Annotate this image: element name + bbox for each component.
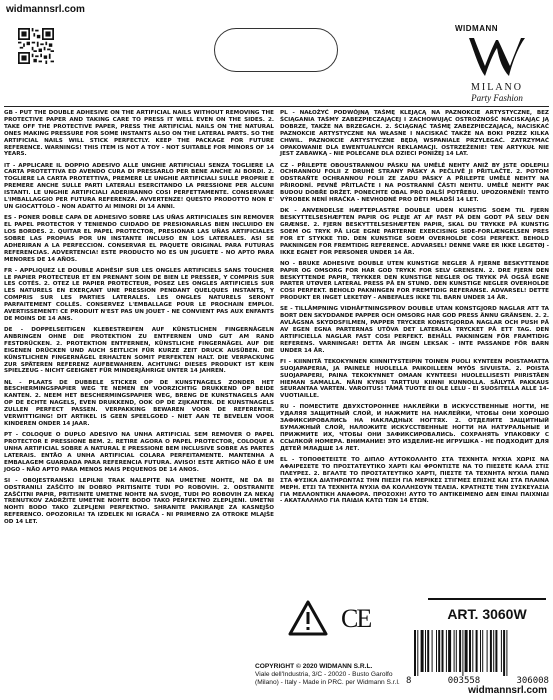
barcode-digits-right: 306008 [516, 676, 549, 686]
widmann-logo [455, 24, 539, 103]
instruction-it: IT - APPLICARE IL DOPPIO ADESIVO ALLE UNGHIE ARTIFICIALI SENZA TOGLIERE LA CARTA PROTETTIVA ED AVENDO CURA DI PRESSARLO PER BENE ANCHE AI BORDI. 2. TOGLIERE LA CARTA PROTETTIVA, PREMERE LE UNGHIE ARTIFICIALI SULLE PROPRIE E PREMERE ANCHE SULLE PARTI LATERALI ESERCITANDO LA PRESSIONE PER ALCUNI ISTANTI. LE UNGHIE ARTIFICIALI ADERIRANNO COSI PERFETTAMENTE. CONSERVARE L'IMBALLAGGIO PER FUTURA REFERENZA. AVVERTENZE! QUESTO PRODOTTO NON E' UN GIOCATTOLO - NON ADATTO AI MINORI DI 14 ANNI. [4, 162, 274, 210]
copyright-block [255, 663, 400, 687]
instruction-pt: PT - COLOQUE O DUPLO ADESIVO NA UNHA ARTIFICIAL SEM REMOVER O PAPEL PROTECTOR E PRESSIONE BEM. 2. RETIRE AGORA O PAPEL PROTECTOR, COLOQUE A UNHA ARTIFICIAL SOBRE A NATURAL E PRESSIONE BEM INCLUSIVE SOBRE AS PARTES LATERAIS. ENTÃO A UNHA ARTIFICIAL COLARA PERFEITAMENTE. MANTENHA A EMBALAGEM GUARDADA PARA REFERENCIA FUTURA. AVISO! ESTE ARTIGO NÃO É UM JOGO - NÃO APTO PARA MENOS MAIS PEQUENOS DE 14 ANOS. [4, 432, 274, 473]
copyright-line-3: (Milano) - Italy - Made in PRC. per Widmann S.r.l. [255, 679, 400, 686]
article-number-box [428, 598, 546, 628]
barcode-digit-first: 8 [406, 676, 412, 686]
instruction-se: SE - TILLÄMPNING VIDHÄFTNINGSPROV DOUBLE UTAN KONSTGJORD NAGLAR ATT TA BORT DEN SKYDDANDE PAPPER OCH OMSORG HAR GOD PRESS ÄNNU GRÄNSEN. 2. 2. AVLÄGSNA SKYDDSFILMEN, PAPPER TRYCKER KONSTGJORDA NAGLAR OCH PUSH PÅ AV EGEN EGNA PARTERNAS UTÖVA DET LATERALA TRYCKET PÅ ETT TAG. DEN ARTIFICIELLA NAGLAR FAST COSI PERFEKT. BEHÅLL PAKNINGEN FÖR FRAMTIDIG REFERENS. VARNINGAR! DETTA ÄR INGEN LEKSAK - INTE PASSANDE FÖR BARN UNDER 14 ÅR. [280, 306, 549, 354]
barcode-icon [406, 630, 549, 676]
divider-line [4, 106, 549, 107]
instruction-ru: RU - ПОМЕСТИТЕ ДВУХСТОРОННЕЕ НАКЛЕЙКИ В ИСКУССТВЕННЫЕ НОГТИ, НЕ УДАЛЯЯ ЗАЩИТНЫЙ СЛОЙ, И НАЖМИТЕ НА НАКЛЕЙКИ, ЧТОБЫ ОНИ ХОРОШО ЗАФИКСИРОВАЛИСЬ НА НАКЛАДНЫХ НОГТЯХ. 2. ОТДЕЛИТЕ ЗАЩИТНЫЙ БУМАЖНЫЙ СЛОЙ, НАЛОЖИТЕ ИСКУССТВЕННЫЕ НОГТИ НА НАТУРАЛЬНЫЕ И ПРИЖМИТЕ ИХ, ЧТОБЫ ОНИ ЗАФИКСИРОВАЛИСЬ. СОХРАНЯТЬ УПАКОВКУ С ССЫЛКОЙ НОМЕРА. ВНИМАНИЕ! ЭТО ИЗДЕЛИЕ-НЕ ИГРУШКА - НЕ ПОДХОДИТ ДЛЯ ДЕТЕЙ МЛАДШЕ 14 ЛЕТ. [280, 404, 549, 452]
instruction-pl: PL - NAŁOŻYĆ PODWÓJNĄ TAŚMĘ KLEJĄCĄ NA PAZNOKCIE ARTYSTYCZNE, BEZ ŚCIĄGANIA TAŚMY ZABEZPIECZAJĄCEJ I ZACHOWUJĄC OSTROŻNOŚĆ NACISKAJĄC JĄ DOBRZE, TAKŻE NA BRZEGACH. 2. ŚCIĄGNĄĆ TAŚMĘ ZABEZPIECZAJĄCĄ, NACISKAĆ PAZNOKCIE ARTYSTYCZNE NA WŁASNE I NACISKAĆ TAKŻE NA BOKI PRZEZ KILKA CHWIL. PAZNOKCIE ARTYSTYCZNE BĘDĄ WSPANIALE PRZYLEGAĆ. ZATRZYMAĆ OPAKOWANIE DLA EWENTUALNYCH REKLAMACJI. OSTRZEŻENIE! TEN ARTYKUŁ NIE JEST ZABAWKĄ - NIE POLECANE DLA DZIECI PONIŻEJ 14 LAT. [280, 110, 549, 158]
article-number: ART. 3060W [447, 606, 527, 622]
instruction-gb: GB - PUT THE DOUBLE ADHESIVE ON THE ARTIFICIAL NAILS WITHOUT REMOVING THE PROTECTIVE PAPER AND TAKING CARE TO PRESS IT WELL EVEN ON THE SIDES. 2. TAKE OFF THE PROTECTIVE PAPER, PRESS THE ARTIFICIAL NAILS ON THE NATURAL ONES MAKING PRESSURE FOR SOME INSTANTS ALSO ON THE LATERAL PARTS. SO THE ARTIFICIAL NAILS WILL STICK PERFECTLY. KEEP THE PACKAGE FOR FUTURE REFERENCE. WARNINGS! THIS ITEM IS NOT A TOY - NOT SUITABLE FOR MINORS OF 14 YEARS. [4, 110, 274, 158]
instruction-es: ES - PONER DOBLE CAPA DE ADHESIVO SOBRE LAS UÑAS ARTIFICIALES SIN REMOVER EL PAPEL PROTECTOR Y TENIENDO CUIDADO DE PRESIONARLAS BIEN INCLUIDO EN LOS BORDES. 2. QUITAR EL PAPEL PROTECTOR, PRESIONAR LAS UÑAS ARTIFICIALES SOBRE LAS PROPIAS POR UN INSTANTE INCLUSO EN LOS LATERALES. ASI SE ADHERIRAN A LA PERFECCION. CONSERVAR EL PAQUETE ORIGINAL PARA FUTURAS REFERENCIAS. ADVERTENCIA! ESTE PRODUCTO NO ES UN JUGUETE - NO APTO PARA MENORES DE 14 AÑOS. [4, 215, 274, 263]
ce-mark: CE [341, 604, 371, 633]
brand-small-text: WIDMANN [455, 24, 499, 33]
copyright-line-1: COPYRIGHT © 2020 WIDMANN S.R.L. [255, 663, 373, 670]
website-top: widmannsrl.com [6, 4, 85, 15]
instruction-nl: NL - PLAATS DE DUBBELE STICKER OP DE KUNSTNAGELS ZONDER HET BESCHERMINGSPAPIER WEG TE NEMEN EN VOORZICHTIG DRUKKEND OP BEIDE KANTEN. 2. NEEM HET BESCHERMINGSPAPIER WEG, BRENG DE KUNSTNAGELS AAN OP DE ECHTE NAGELS, EVEN DRUKKEND, OOK OP DE ZIJKANTEN. DE KUNSTNAGELS ZULLEN PERFECT PASSEN. VERPAKKING BEWAREN VOOR DE REFERENTIE. VERWITTIGING! DIT ARTIKEL IS GEEN SPEELGOED - NIET AAN TE BEVELEN VOOR KINDEREN ONDER 14 JAAR. [4, 379, 274, 427]
instruction-el: EL - ΤΟΠΟΘΕΤΕΙΣΤΕ ΤΟ ΔΙΠΛΟ ΑΥΤΟΚΟΛΛΗΤΟ ΣΤΑ ΤΕΧΝΗΤΑ ΝΥΧΙΑ ΧΩΡΙΣ ΝΑ ΑΦΑΙΡΕΣΕΤΕ ΤΟ ΠΡΟΣΤΑΤΕΥΤΙΚΟ ΧΑΡΤΙ ΚΑΙ ΦΡΟΝΤΙΣΤΕ ΝΑ ΤΟ ΠΙΕΣΕΤΕ ΚΑΛΑ ΣΤΙΣ ΠΛΕΥΡΕΣ. 2. ΒΓΑΛΤΕ ΤΟ ΠΡΟΣΤΑΤΕΥΤΙΚΟ ΧΑΡΤΙ, ΠΙΕΣΤΕ ΤΑ ΤΕΧΝΗΤΑ ΝΥΧΙΑ ΠΑΝΩ ΣΤΑ ΦΥΣΙΚΑ ΔΙΑΤΗΡΩΝΤΑΣ ΤΗΝ ΠΙΕΣΗ ΓΙΑ ΜΕΡΙΚΕΣ ΣΤΙΓΜΕΣ ΕΠΙΣΗΣ ΚΑΙ ΣΤΑ ΠΛΑΙΝΑ ΜΕΡΗ. ΕΤΣΙ ΤΑ ΤΕΧΝΗΤΑ ΝΥΧΙΑ ΘΑ ΚΟΛΛΗΣΟΥΝ ΤΕΛΕΙΑ. ΚΡΑΤΗΣΤΕ ΤΗΝ ΣΥΣΚΕΥΑΣΙΑ ΓΙΑ ΜΕΛΛΟΝΤΙΚΗ ΑΝΑΦΟΡΑ. ΠΡΟΣΟΧΗ! ΑΥΤΟ ΤΟ ΑΝΤΙΚΕΙΜΕΝΟ ΔΕΝ ΕΙΝΑΙ ΠΑΙΧΝΙΔΙ - ΑΚΑΤΑΛΛΗΛΟ ΓΙΑ ΠΑΙΔΙΑ ΚΑΤΩ ΤΩΝ 14 ΕΤΩΝ. [280, 457, 549, 505]
brand-city: MILANO [471, 82, 523, 93]
hang-hole [214, 28, 338, 72]
website-bottom: widmannsrl.com [468, 685, 547, 696]
instructions-right-column [280, 110, 549, 510]
barcode-digits-left: 003558 [447, 676, 481, 686]
warning-triangle-icon [288, 600, 328, 636]
instruction-si: SI - OBOJESTRANSKI LEPILNI TRAK NALEPITE NA UMETNE NOHTE, NE DA BI ODSTRANILI ZAŠČITO IN DOBRO PRITISNITE TUDI PO ROBOVIH. 2. ODSTRANITE ZAŠČITNI PAPIR, PRITISNITE UMETNE NOHTE NA SVOJE, TUDI PO ROBOVIH ZA NEKAJ TRENUTKOV ZADRŽITE UMETNE NOHTE BODO TAKO PERFEKTNO ZLEPLJENI. UMETNI NOHTI BODO TAKO ZLEPLJENI PERFEKTNO. SHRANITE PAKIRANJE ZA KASNEJŠO REFERENCO. OPOZORILA! TA IZDELEK NI IGRAČA - NI PRIMERNO ZA OTROKE MLAJŠE OD 14 LET. [4, 477, 274, 526]
instruction-de: DE - DOPPELSEITIGEN KLEBESTREIFEN AUF KÜNSTLICHEN FINGERNÄGELN ANBRINGEN OHNE DIE PROTEKTION ZU ENTFERNEN UND GUT AM RAND FESTDRÜCKEN. 2. PROTEKTION ENTFERNEN, KÜNSTLICHE FINGERNÄGEL AUF DIE EIGENEN DRÜCKEN UND AUCH SEITLICH FÜR KURZE ZEIT DRUCK AUSÜBEN. DIE KÜNSTLICHEN FINGERNÄGEL ERHALTEN SOMIT PERFEKTEN HALT. DIE VERPACKUNG ZUR SPÄTEREN REFERENZ AUFBEWAHREN. ACHTUNG! DIESES PRODUKT IST KEIN SPIELZEUG - NICHT GEEIGNET FÜR MINDERJÄHRIGE UNTER 14 JAHREN. [4, 327, 274, 375]
instruction-cz: CZ - PŘILEPTE OBOUSTRANNOU PÁSKU NA UMĚLÉ NEHTY ANIŽ BY JSTE ODLEPILI OCHRANNOU FOLII Z DRUHÉ STRANY PÁSKY A PEČLIVĚ JI PŘITLAČTE. 2. POTOM ODSTRAŇTE OCHRANNOU FOLII ZE ZADU PÁSKY A PŘILEPTE UMĚLÉ NEHTY NA PŘIRODNÍ. PEVNĚ PŘITLAČTE I NA POSTRANNÍ ČÁSTI NEHTU. UMĚLÉ NEHTY PAK BUDOU DOBŘE DRŽET. PONECHTE OBAL PRO DALŠÍ POTŘEBU. UPOZORNĚNÍ! TENTO VÝROBEK NENÍ HRAČKA - NEVHODNÉ PRO DĚTI MLADŠÍ 14 LET. [280, 162, 549, 204]
instruction-fi: FI - KIINNITÄ TEKOKYNNEN KIINNITYSTEIPIN TOINEN PUOLI KYNTEEN POISTAMATTA SUOJAPAPERIA, JA PAINELE HUOLELLA PAIKOILLEEN MYÖS SIVUISTA. 2. POISTA SUOJAPAPERI, PAINA TEKOKYNNET OMAAN KYNTEESI HUOLELLISESTI PIIRISTÄEN HIEMAN SAMALLA. NÄIN KYNSI TARTTUU KIINNI KUNNOLLA. SÄILYTÄ PAKKAUS SEURANTAA VARTEN. VAROITUS! TÄMÄ TUOTE EI OLE LELU - EI SUOSITELLA ALLE 14-VUOTIAILLE. [280, 358, 549, 400]
instruction-dk: DK - ANVENDELSE HÆFTEPLASTRE DOUBLE UDEN KUNSTIG SOEM TIL FJERN BESKYTTELSESHÆFTEN PAPIR OG PLEJE AT AF FAST PÅ DEN GODT PÅ SELV DEN GRÆNSE. 2. FJERN BESKYTTELSESHÆFTEN PAPIR, SKAL DU TRYKKE PÅ KUNSTIG SOEM OG TRYK PÅ LIGE EGNE PARTERNE EXERCISING SIDE-FORLÆNGELSEN PRES FOR ET STYKKE TID. DEN KUNSTIGE SOEM OVERHOLDE COSI PERFEKT. BEHOLD PAKNINGEN FOR FREMTIDIG REFERENCE. ADVARSEL! DENNE VARE ER IKKE LEGETØJ - IKKE EGNET FOR PERSONER UNDER 14 ÅR. [280, 208, 549, 256]
widmann-logo-icon [465, 34, 529, 80]
instruction-no: NO - BRUKE ADHESIVE DOUBLE UTEN KUNSTIGE NEGLER Å FJERNE BESKYTTENDE PAPIR OG OMSORG FOR HAR GOD TRYKK FOR SELV GRENSEN. 2. DRE FJERN DEN BESKYTTENDE PAPIR, TRYKKER DEN KUNSTIGE NEGLER OG TRYKK PÅ OGSÅ EGNE PARTER UTØVER LATERAL PRESS PÅ EN STUND. DEN KUNSTIGE NEGLER OVERHOLDE COSI PERFEKT. BEHOLD PAKNINGEN FOR FREMTIDIG REFERANSE. ADVARSEL! DETTE PRODUKT ER INGET LEKETØY - ANBEFALES IKKE TIL BARN UNDER 14 ÅR. [280, 260, 549, 302]
instruction-fr: FR - APPLIQUEZ LE DOUBLE ADHÉSIF SUR LES ONGLES ARTIFICIELS SANS TOUCHER LE PAPIER PROTECTEUR ET EN PRENANT SOIN DE BIEN LE PRESSER, Y COMPRIS SUR LES COTÉS. 2. OTEZ LE PAPIER PROTECTEUR, POSEZ LES ONGLES ARTIFICIELS SUR LES NATURELS EN EXERÇANT UNE PRESSION PENDANT QUELQUES INSTANTS, Y COMPRIS SUR LES PARTIES LATERALES. LES ONGLES NATURELS SERONT PARFAITEMENT COLLÉS. CONSERVEZ L'EMBALLAGE POUR LE PROCHAIN EMPLOI. AVERTISSEMENT! CE PRODUIT N'EST PAS UN JOUET - NE CONVIENT PAS AUX ENFANTS DE MOINS DE 14 ANS. [4, 267, 274, 322]
qr-code-icon [18, 28, 54, 64]
instructions-left-column [4, 110, 274, 530]
brand-tagline: Party Fashion [471, 93, 523, 103]
copyright-line-2: Viale dell'Industria, 3/C - 20020 - Busto Garolfo [255, 671, 393, 678]
